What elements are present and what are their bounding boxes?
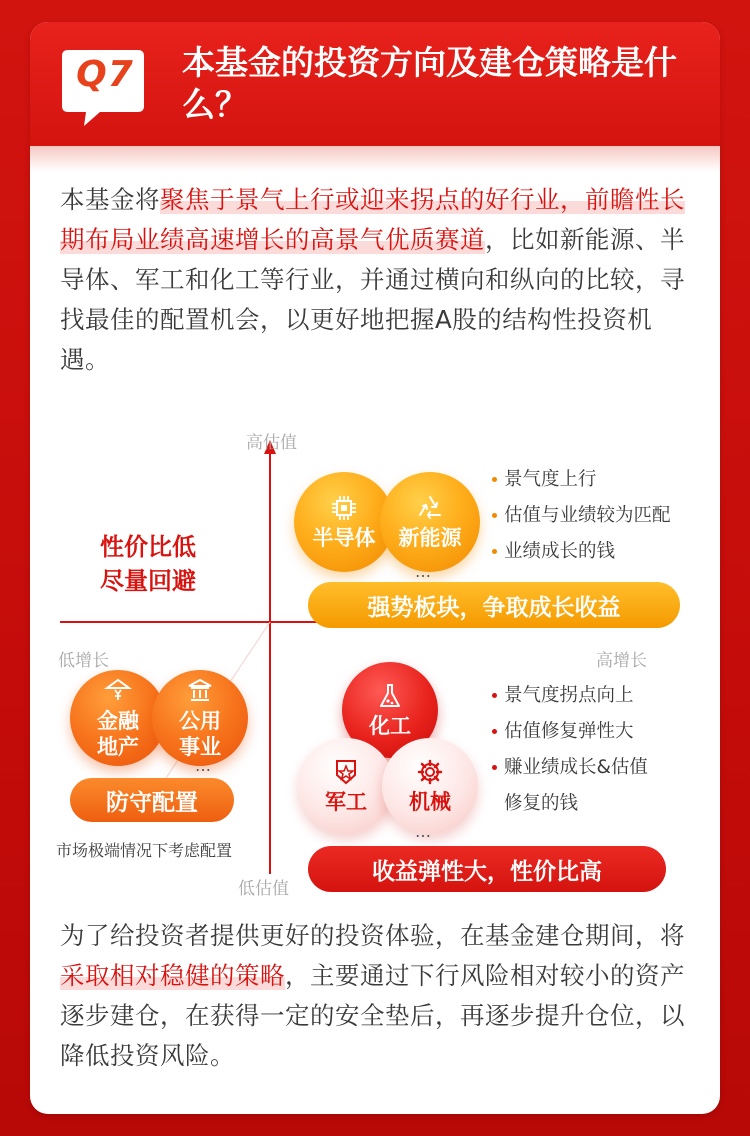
finance-label-2: 地产 [97,735,139,759]
quadrant-diagram [30,402,720,902]
card-header [30,22,720,146]
bullet-item: 估值修复弹性大 [492,714,648,750]
axis-label-left: 低增长 [58,651,109,671]
header-shade [30,146,720,172]
building-icon [185,676,215,706]
bottom-right-bullets [492,678,648,822]
bullet-item-continued: 修复的钱 [504,793,579,814]
utilities-label-2: 事业 [179,735,221,759]
avoid-line-1: 性价比低 [100,533,196,561]
strong-sector-pill: 强势板块，争取成长收益 [308,582,680,628]
outro-text-2: ，主要通过下行风险相对较小的资产逐步建仓，在获得一定的安全垫后，再逐步提升仓位，以降低投资风险。 [60,961,685,1070]
circle-utilities [152,670,248,766]
bottom-left-ellipsis: … [195,756,212,775]
circle-semiconductor-label: 半导体 [312,526,376,550]
intro-paragraph [60,180,694,380]
bottom-right-ellipsis: … [415,822,432,841]
intro-highlight: 聚焦于景气上行或迎来拐点的好行业，前瞻性长期布局业绩高速增长的高景气优质赛道 [60,185,685,254]
circle-military [298,738,394,834]
bank-icon [103,676,133,706]
defensive-pill: 防守配置 [70,778,234,822]
bullet-item: 赚业绩成长&估值 [492,750,648,786]
circle-semiconductor [294,472,394,572]
avoid-quadrant-label [88,530,208,598]
outro-highlight: 采取相对稳健的策略 [60,961,285,990]
utilities-label-1: 公用 [179,709,221,733]
defensive-note: 市场极端情况下考虑配置 [56,841,233,860]
finance-label-1: 金融 [97,709,139,733]
chip-icon [329,493,359,523]
axis-label-bottom: 低估值 [238,879,289,899]
top-right-bullets [492,462,671,570]
star-badge-icon [331,757,361,787]
military-label: 军工 [325,790,367,814]
page-title: 本基金的投资方向及建仓策略是什么？ [182,43,677,124]
bullet-item: 景气度上行 [492,462,671,498]
bullet-item: 估值与业绩较为匹配 [492,498,671,534]
circle-new-energy [380,472,480,572]
circle-machinery [382,738,478,834]
avoid-line-2: 尽量回避 [100,567,196,595]
chemical-label: 化工 [369,714,411,738]
question-number-badge: Q7 [76,54,134,95]
flask-icon [375,681,405,711]
axis-label-top: 高估值 [246,433,297,453]
high-elasticity-pill: 收益弹性大，性价比高 [308,846,666,892]
gear-icon [415,757,445,787]
recycle-icon [415,493,445,523]
intro-text-2: ，比如新能源、半导体、军工和化工等行业，并通过横向和纵向的比较，寻找最佳的配置机会，以更好地把握A股的结构性投资机遇。 [60,225,685,374]
top-right-ellipsis: … [415,562,432,581]
machinery-label: 机械 [409,790,451,814]
faq-card [30,22,720,1114]
bullet-item: 景气度拐点向上 [492,678,648,714]
outro-paragraph [60,916,694,1076]
intro-text-1: 本基金将 [60,185,160,214]
bullet-item: 业绩成长的钱 [492,534,671,570]
outro-text-1: 为了给投资者提供更好的投资体验，在基金建仓期间，将 [60,921,685,950]
axis-label-right: 高增长 [596,651,647,671]
circle-new-energy-label: 新能源 [398,526,462,550]
